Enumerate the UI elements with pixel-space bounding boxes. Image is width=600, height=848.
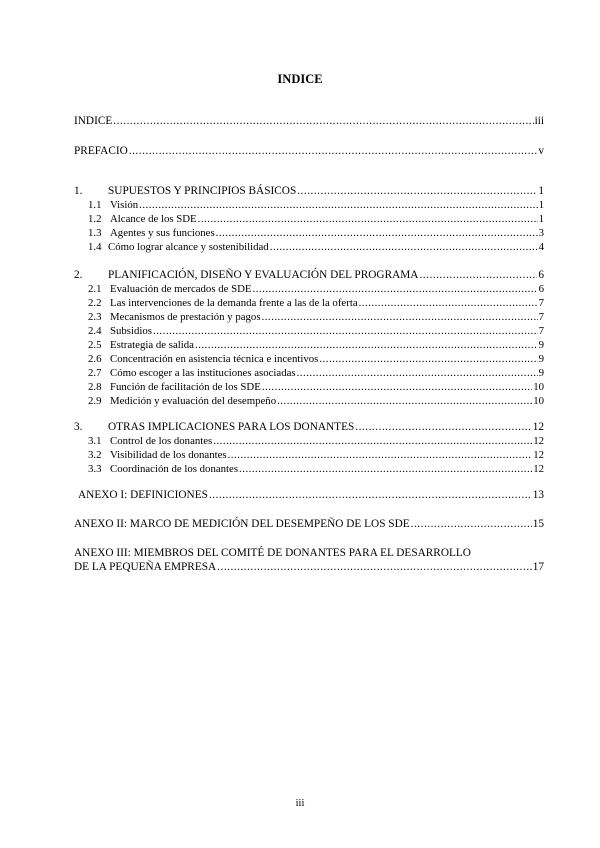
toc-entry-number: 2.8 xyxy=(88,381,102,393)
toc-entry-page: 10 xyxy=(533,381,544,393)
toc-entry-label: PREFACIO xyxy=(74,145,128,157)
dot-leader xyxy=(129,144,538,158)
toc-entry-page: 3 xyxy=(538,227,544,239)
dot-leader xyxy=(153,324,538,338)
toc-entry-label: Las intervenciones de la demanda frente a las de la oferta xyxy=(110,297,358,309)
dot-leader xyxy=(198,212,538,226)
dot-leader xyxy=(209,488,532,502)
dot-leader xyxy=(262,380,532,394)
toc-entry-label: Estrategia de salida xyxy=(110,339,194,351)
toc-entry-page: v xyxy=(538,145,544,157)
toc-subsection-2-4[interactable] xyxy=(74,324,544,338)
toc-entry-label: INDICE xyxy=(74,115,113,127)
dot-leader xyxy=(195,338,538,352)
toc-entry-page: 7 xyxy=(538,325,544,337)
toc-entry-number: 2.6 xyxy=(88,353,102,365)
toc-entry-label: SUPUESTOS Y PRINCIPIOS BÁSICOS xyxy=(108,185,297,197)
toc-entry-page: 7 xyxy=(538,297,544,309)
toc-entry-page: 7 xyxy=(538,311,544,323)
toc-subsection-2-6[interactable] xyxy=(74,352,544,366)
toc-entry-label: Visión xyxy=(110,199,139,211)
toc-entry-page: 17 xyxy=(532,561,544,573)
dot-leader xyxy=(359,296,538,310)
toc-entry-page: 13 xyxy=(532,489,544,501)
dot-leader xyxy=(319,352,537,366)
toc-annex-3-line1[interactable]: ANEXO III: MIEMBROS DEL COMITÉ DE DONANTES PARA EL DESARROLLO xyxy=(74,547,471,559)
toc-entry-indice[interactable] xyxy=(74,114,544,128)
toc-entry-number: 1. xyxy=(74,185,83,197)
toc-annex-2[interactable] xyxy=(74,517,544,531)
dot-leader xyxy=(139,198,537,212)
toc-entry-label: DE LA PEQUEÑA EMPRESA xyxy=(74,561,217,573)
toc-subsection-2-7[interactable] xyxy=(74,366,544,380)
toc-entry-page: iii xyxy=(534,115,544,127)
toc-entry-page: 9 xyxy=(538,353,544,365)
toc-subsection-2-2[interactable] xyxy=(74,296,544,310)
dot-leader xyxy=(113,114,533,128)
toc-entry-page: 12 xyxy=(533,463,544,475)
toc-section-2[interactable] xyxy=(74,268,544,282)
toc-entry-number: 2. xyxy=(74,269,83,281)
toc-entry-number: 1.1 xyxy=(88,199,102,211)
toc-entry-label: Evaluación de mercados de SDE xyxy=(110,283,252,295)
dot-leader xyxy=(217,560,532,574)
dot-leader xyxy=(239,462,532,476)
toc-section-3[interactable] xyxy=(74,420,544,434)
toc-entry-number: 2.5 xyxy=(88,339,102,351)
dot-leader xyxy=(297,184,537,198)
toc-entry-page: 10 xyxy=(533,395,544,407)
toc-subsection-2-5[interactable] xyxy=(74,338,544,352)
toc-entry-page: 9 xyxy=(538,367,544,379)
toc-subsection-1-4[interactable] xyxy=(74,240,544,254)
toc-entry-page: 15 xyxy=(532,518,544,530)
dot-leader xyxy=(277,394,532,408)
toc-section-1[interactable] xyxy=(74,184,544,198)
toc-entry-page: 4 xyxy=(538,241,544,253)
toc-subsection-2-8[interactable] xyxy=(74,380,544,394)
toc-entry-label: Cómo escoger a las instituciones asociadas xyxy=(110,367,296,379)
toc-entry-page: 12 xyxy=(532,421,544,433)
toc-entry-number: 3.3 xyxy=(88,463,102,475)
toc-entry-label: ANEXO I: DEFINICIONES xyxy=(78,489,208,501)
toc-entry-page: 12 xyxy=(533,435,544,447)
toc-subsection-2-9[interactable] xyxy=(74,394,544,408)
toc-entry-page: 6 xyxy=(538,269,544,281)
toc-entry-number: 2.3 xyxy=(88,311,102,323)
dot-leader xyxy=(355,420,531,434)
dot-leader xyxy=(297,366,538,380)
dot-leader xyxy=(216,226,538,240)
dot-leader xyxy=(253,282,538,296)
toc-entry-label: Coordinación de los donantes xyxy=(110,463,239,475)
dot-leader xyxy=(411,517,532,531)
toc-entry-number: 2.7 xyxy=(88,367,102,379)
dot-leader xyxy=(228,448,533,462)
toc-subsection-1-2[interactable] xyxy=(74,212,544,226)
toc-entry-page: 1 xyxy=(538,199,544,211)
toc-entry-number: 2.9 xyxy=(88,395,102,407)
dot-leader xyxy=(419,268,537,282)
toc-entry-label: Función de facilitación de los SDE xyxy=(110,381,261,393)
toc-entry-number: 3.2 xyxy=(88,449,102,461)
toc-entry-number: 2.4 xyxy=(88,325,102,337)
toc-entry-page: 1 xyxy=(538,185,544,197)
page-number-footer: iii xyxy=(295,798,305,809)
toc-entry-label: Mecanismos de prestación y pagos xyxy=(110,311,261,323)
toc-entry-label: Medición y evaluación del desempeño xyxy=(110,395,277,407)
toc-subsection-1-1[interactable] xyxy=(74,198,544,212)
toc-entry-number: 2.1 xyxy=(88,283,102,295)
toc-entry-number: 3. xyxy=(74,421,83,433)
page-title: INDICE xyxy=(277,72,323,86)
dot-leader xyxy=(213,434,532,448)
toc-entry-label: Subsidios xyxy=(110,325,153,337)
toc-entry-label: Cómo lograr alcance y sostenibilidad xyxy=(108,241,269,253)
toc-annex-3[interactable] xyxy=(74,560,544,574)
dot-leader xyxy=(262,310,538,324)
toc-entry-number: 1.2 xyxy=(88,213,102,225)
toc-subsection-3-1[interactable] xyxy=(74,434,544,448)
toc-entry-number: 3.1 xyxy=(88,435,102,447)
toc-entry-page: 12 xyxy=(533,449,544,461)
toc-entry-number: 2.2 xyxy=(88,297,102,309)
toc-subsection-3-3[interactable] xyxy=(74,462,544,476)
toc-entry-label: Concentración en asistencia técnica e incentivos xyxy=(110,353,319,365)
toc-entry-page: 1 xyxy=(538,213,544,225)
toc-entry-page: 6 xyxy=(538,283,544,295)
toc-entry-label: ANEXO II: MARCO DE MEDICIÓN DEL DESEMPEÑO DE LOS SDE xyxy=(74,518,410,530)
toc-entry-label: Control de los donantes xyxy=(110,435,213,447)
toc-annex-1[interactable] xyxy=(74,488,544,502)
toc-entry-number: 1.4 xyxy=(88,241,102,253)
toc-entry-page: 9 xyxy=(538,339,544,351)
toc-entry-number: 1.3 xyxy=(88,227,102,239)
toc-subsection-2-1[interactable] xyxy=(74,282,544,296)
toc-entry-label: Visibilidad de los donantes xyxy=(110,449,227,461)
toc-entry-label: Agentes y sus funciones xyxy=(110,227,215,239)
dot-leader xyxy=(270,240,538,254)
toc-entry-label: PLANIFICACIÓN, DISEÑO Y EVALUACIÓN DEL PROGRAMA xyxy=(108,269,419,281)
toc-entry-label: Alcance de los SDE xyxy=(110,213,197,225)
toc-entry-label: OTRAS IMPLICACIONES PARA LOS DONANTES xyxy=(108,421,355,433)
toc-subsection-1-3[interactable] xyxy=(74,226,544,240)
toc-subsection-2-3[interactable] xyxy=(74,310,544,324)
toc-subsection-3-2[interactable] xyxy=(74,448,544,462)
toc-entry-prefacio[interactable] xyxy=(74,144,544,158)
